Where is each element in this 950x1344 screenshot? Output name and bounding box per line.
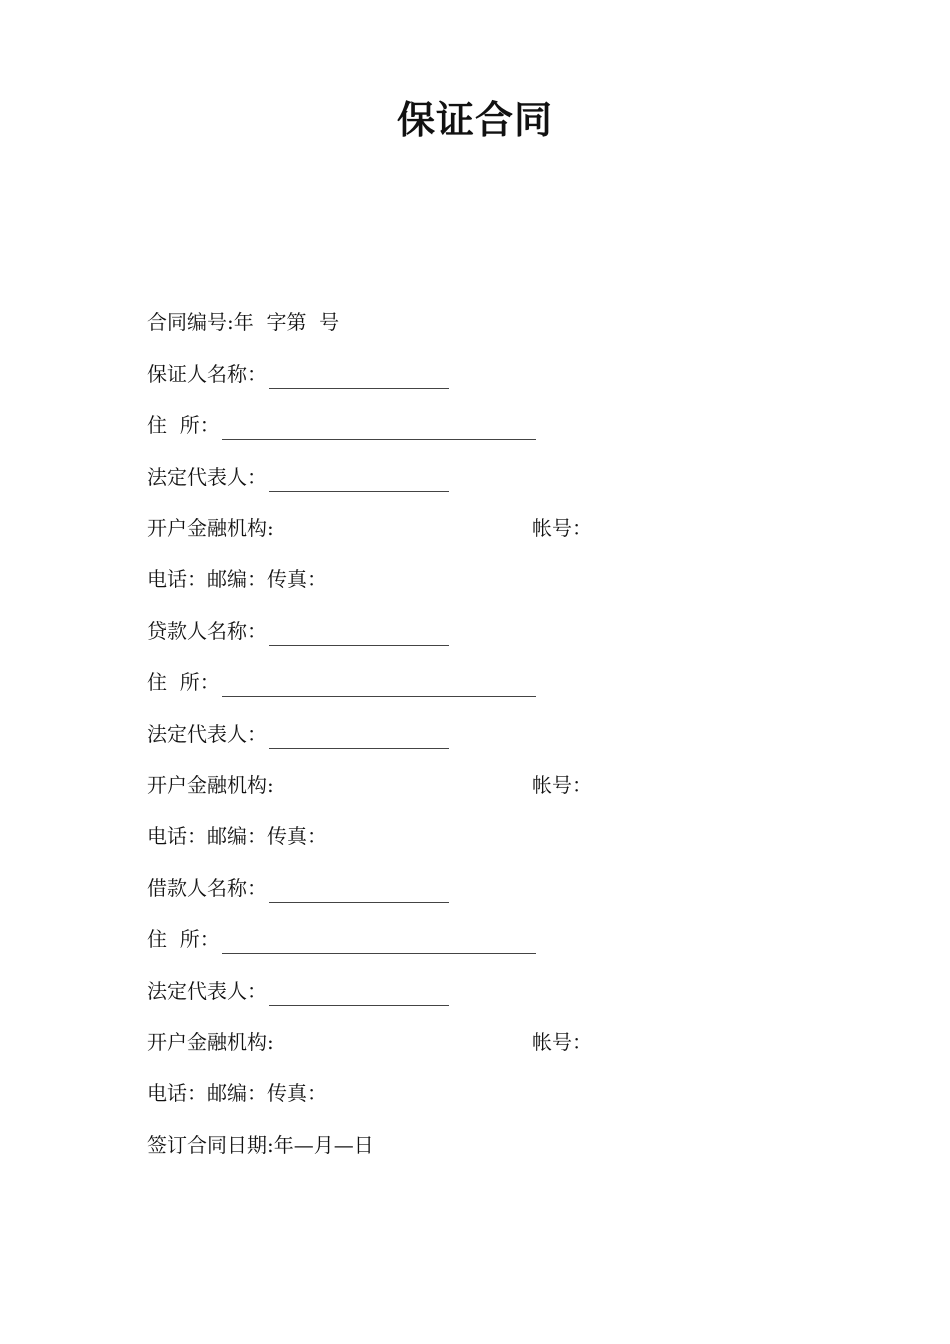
guarantor-name-blank[interactable] bbox=[269, 368, 449, 389]
borrower-legal-rep-line bbox=[147, 975, 449, 1007]
guarantor-legal-rep-blank[interactable] bbox=[269, 471, 449, 492]
borrower-name-blank[interactable] bbox=[269, 882, 449, 903]
guarantor-name-label: 保证人名称： bbox=[147, 362, 267, 386]
guarantor-address-label: 住 所： bbox=[147, 413, 220, 437]
lender-address-line bbox=[147, 666, 536, 698]
borrower-legal-rep-blank[interactable] bbox=[269, 985, 449, 1006]
guarantor-legal-rep-label: 法定代表人： bbox=[147, 465, 267, 489]
guarantor-contact-line bbox=[147, 563, 327, 595]
lender-legal-rep-label: 法定代表人： bbox=[147, 722, 267, 746]
lender-address-blank[interactable] bbox=[222, 676, 536, 697]
lender-name-blank[interactable] bbox=[269, 625, 449, 646]
document-title: 保证合同 bbox=[396, 97, 553, 142]
borrower-address-line bbox=[147, 923, 536, 955]
borrower-bank-line bbox=[147, 1026, 847, 1058]
lender-contact-line bbox=[147, 820, 327, 852]
borrower-bank-label: 开户金融机构: bbox=[147, 1030, 274, 1054]
borrower-legal-rep-label: 法定代表人： bbox=[147, 979, 267, 1003]
borrower-name-label: 借款人名称： bbox=[147, 876, 267, 900]
lender-contact-label: 电话：邮编：传真： bbox=[147, 824, 327, 848]
lender-bank-label: 开户金融机构: bbox=[147, 773, 274, 797]
signing-date-label: 签订合同日期:年—月—日 bbox=[147, 1133, 374, 1157]
borrower-address-blank[interactable] bbox=[222, 933, 536, 954]
guarantor-address-line bbox=[147, 409, 536, 441]
lender-name-line bbox=[147, 615, 449, 647]
guarantor-name-line bbox=[147, 358, 449, 390]
guarantor-legal-rep-line bbox=[147, 461, 449, 493]
borrower-contact-label: 电话：邮编：传真： bbox=[147, 1081, 327, 1105]
guarantor-bank-label: 开户金融机构: bbox=[147, 516, 274, 540]
lender-legal-rep-line bbox=[147, 718, 449, 750]
borrower-contact-line bbox=[147, 1077, 327, 1109]
guarantor-address-blank[interactable] bbox=[222, 419, 536, 440]
lender-name-label: 贷款人名称： bbox=[147, 619, 267, 643]
contract-number-label: 合同编号:年 字第 号 bbox=[147, 310, 340, 334]
lender-address-label: 住 所： bbox=[147, 670, 220, 694]
lender-bank-line bbox=[147, 769, 847, 801]
signing-date-line bbox=[147, 1129, 374, 1161]
guarantor-contact-label: 电话：邮编：传真： bbox=[147, 567, 327, 591]
lender-account-label: 帐号： bbox=[532, 773, 592, 797]
borrower-name-line bbox=[147, 872, 449, 904]
guarantor-account-label: 帐号： bbox=[532, 516, 592, 540]
contract-number-line bbox=[147, 306, 339, 338]
lender-legal-rep-blank[interactable] bbox=[269, 728, 449, 749]
guarantor-bank-line bbox=[147, 512, 847, 544]
borrower-address-label: 住 所： bbox=[147, 927, 220, 951]
borrower-account-label: 帐号： bbox=[532, 1030, 592, 1054]
